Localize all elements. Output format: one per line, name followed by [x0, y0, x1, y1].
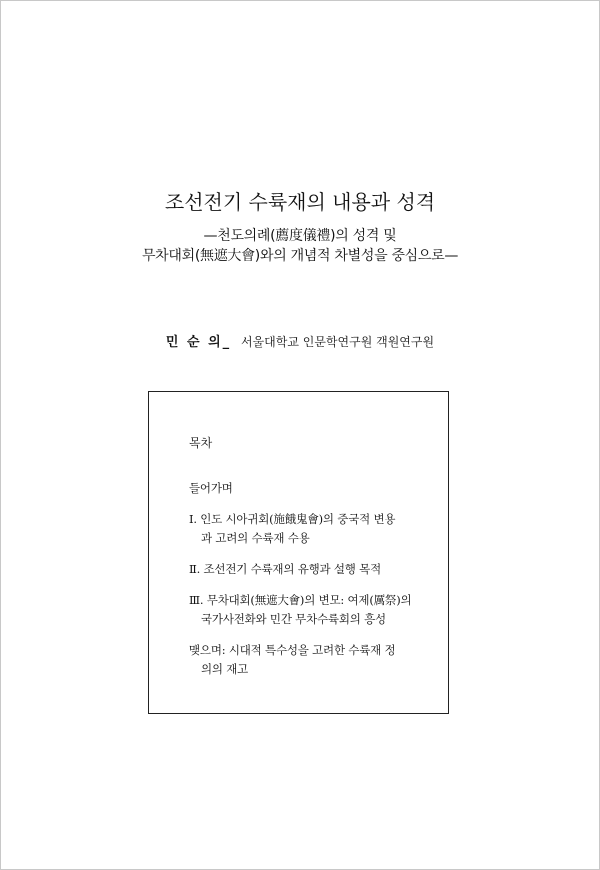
toc-entry-introduction[interactable]	[189, 479, 434, 498]
toc-entry-chapter-2[interactable]	[189, 560, 434, 579]
toc-entry-chapter-3[interactable]	[189, 591, 434, 629]
toc-entry-chapter-1[interactable]	[189, 510, 434, 548]
toc-entry-line-continued: 과 고려의 수륙재 수용	[201, 531, 310, 545]
paper-subtitle-line-1: —천도의례(薦度儀禮)의 성격 및	[203, 228, 397, 244]
toc-entry-line-continued: 의의 재고	[201, 662, 249, 676]
toc-entry-line: 들어가며	[189, 481, 233, 495]
toc-entry-line: 맺으며: 시대적 특수성을 고려한 수륙재 정	[189, 643, 396, 657]
author-affiliation: 서울대학교 인문학연구원 객원연구원	[240, 335, 435, 349]
toc-entry-line-continued: 국가사전화와 민간 무차수륙회의 흥성	[201, 612, 386, 626]
paper-subtitle-line-2: 무차대회(無遮大會)와의 개념적 차별성을 중심으로—	[141, 248, 459, 264]
author-line	[0, 331, 600, 350]
toc-entry-line: Ⅰ. 인도 시아귀회(施餓鬼會)의 중국적 변용	[189, 512, 396, 526]
toc-entry-line: Ⅲ. 무차대회(無遮大會)의 변모: 여제(厲祭)의	[189, 593, 412, 607]
toc-heading: 목차	[189, 436, 213, 450]
toc-entry-conclusion[interactable]	[189, 641, 434, 679]
author-name: 민 순 의_	[165, 335, 232, 350]
paper-title: 조선전기 수륙재의 내용과 성격	[164, 190, 436, 214]
toc-entry-line: Ⅱ. 조선전기 수륙재의 유행과 설행 목적	[189, 562, 381, 576]
table-of-contents	[148, 391, 449, 714]
